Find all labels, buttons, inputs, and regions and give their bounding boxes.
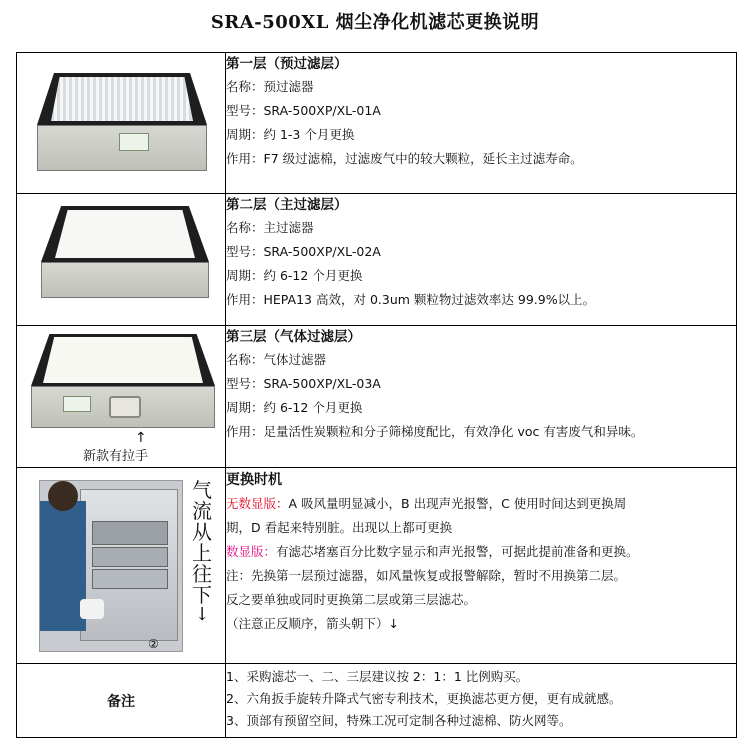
pre-filter-image-cell: [17, 53, 226, 194]
note-line-1: 注：先换第一层预过滤器，如风量恢复或报警解除，暂时不用换第二层。: [226, 568, 627, 583]
layer-name: 名称：气体过滤器: [226, 352, 327, 367]
layer-model: 型号：SRA-500XP/XL-01A: [226, 103, 381, 118]
notes-list: [226, 664, 737, 738]
no-display-line-2: 期，D 看起来特别脏。出现以上都可更换: [226, 520, 453, 535]
notes-label: 备注: [17, 664, 226, 738]
layer-function: 作用：足量活性炭颗粒和分子筛梯度配比，有效净化 voc 有害废气和异味。: [226, 424, 644, 439]
pre-filter-image: [37, 73, 207, 173]
table-row: [17, 468, 737, 664]
list-item: 2、六角扳手旋转升降式气密专利技术，更换滤芯更方便，更有成就感。: [226, 691, 622, 706]
main-filter-info: [226, 194, 737, 326]
main-filter-image: [41, 206, 209, 311]
layer-name: 名称：主过滤器: [226, 220, 314, 235]
arrow-up-icon: ↑: [135, 430, 147, 446]
replacement-photo: [39, 480, 183, 652]
no-display-label: 无数显版：: [226, 496, 289, 511]
layer-cycle: 周期：约 6-12 个月更换: [226, 268, 363, 283]
filter-instructions-table: [16, 52, 737, 738]
pull-handle-icon: [109, 396, 141, 418]
gas-filter-info: [226, 326, 737, 468]
replacement-photo-cell: [17, 468, 226, 664]
layer-function: 作用：HEPA13 高效，对 0.3um 颗粒物过滤效率达 99.9%以上。: [226, 292, 596, 307]
table-row: [17, 326, 737, 468]
main-filter-image-cell: [17, 194, 226, 326]
layer-heading: 第三层（气体过滤层）: [226, 329, 361, 345]
gas-filter-image: [31, 334, 215, 434]
image-caption: 新款有拉手: [83, 449, 149, 464]
airflow-text: 气 流 从 上 往 下 ↓: [192, 478, 212, 625]
pre-filter-info: [226, 53, 737, 194]
note-line-3: （注意正反顺序，箭头朝下）↓: [226, 616, 399, 631]
layer-name: 名称：预过滤器: [226, 79, 314, 94]
layer-heading: 第二层（主过滤层）: [226, 197, 348, 213]
list-item: 1、采购滤芯一、二、三层建议按 2：1：1 比例购买。: [226, 669, 529, 684]
list-item: 3、顶部有预留空间，特殊工况可定制各种过滤棉、防火网等。: [226, 713, 572, 728]
table-row: [17, 664, 737, 738]
page-title: SRA-500XL 烟尘净化机滤芯更换说明: [210, 12, 540, 33]
step-badge: ②: [148, 637, 159, 651]
layer-cycle: 周期：约 1-3 个月更换: [226, 127, 355, 142]
table-row: [17, 194, 737, 326]
table-row: [17, 53, 737, 194]
display-line: 数显版：有滤芯堵塞百分比数字显示和声光报警，可据此提前准备和更换。: [226, 544, 639, 559]
layer-heading: 第一层（预过滤层）: [226, 56, 348, 72]
section-heading: 更换时机: [226, 472, 282, 488]
layer-function: 作用：F7 级过滤棉，过滤废气中的较大颗粒，延长主过滤寿命。: [226, 151, 583, 166]
layer-model: 型号：SRA-500XP/XL-03A: [226, 376, 381, 391]
arrow-down-icon: ↓: [194, 604, 210, 625]
layer-model: 型号：SRA-500XP/XL-02A: [226, 244, 381, 259]
replacement-info: [226, 468, 737, 664]
gas-filter-image-cell: [17, 326, 226, 468]
layer-cycle: 周期：约 6-12 个月更换: [226, 400, 363, 415]
note-line-2: 反之要单独或同时更换第二层或第三层滤芯。: [226, 592, 477, 607]
display-label: 数显版：: [226, 544, 277, 559]
no-display-line: 无数显版：A 吸风量明显减小，B 出现声光报警，C 使用时间达到更换周: [226, 496, 627, 511]
